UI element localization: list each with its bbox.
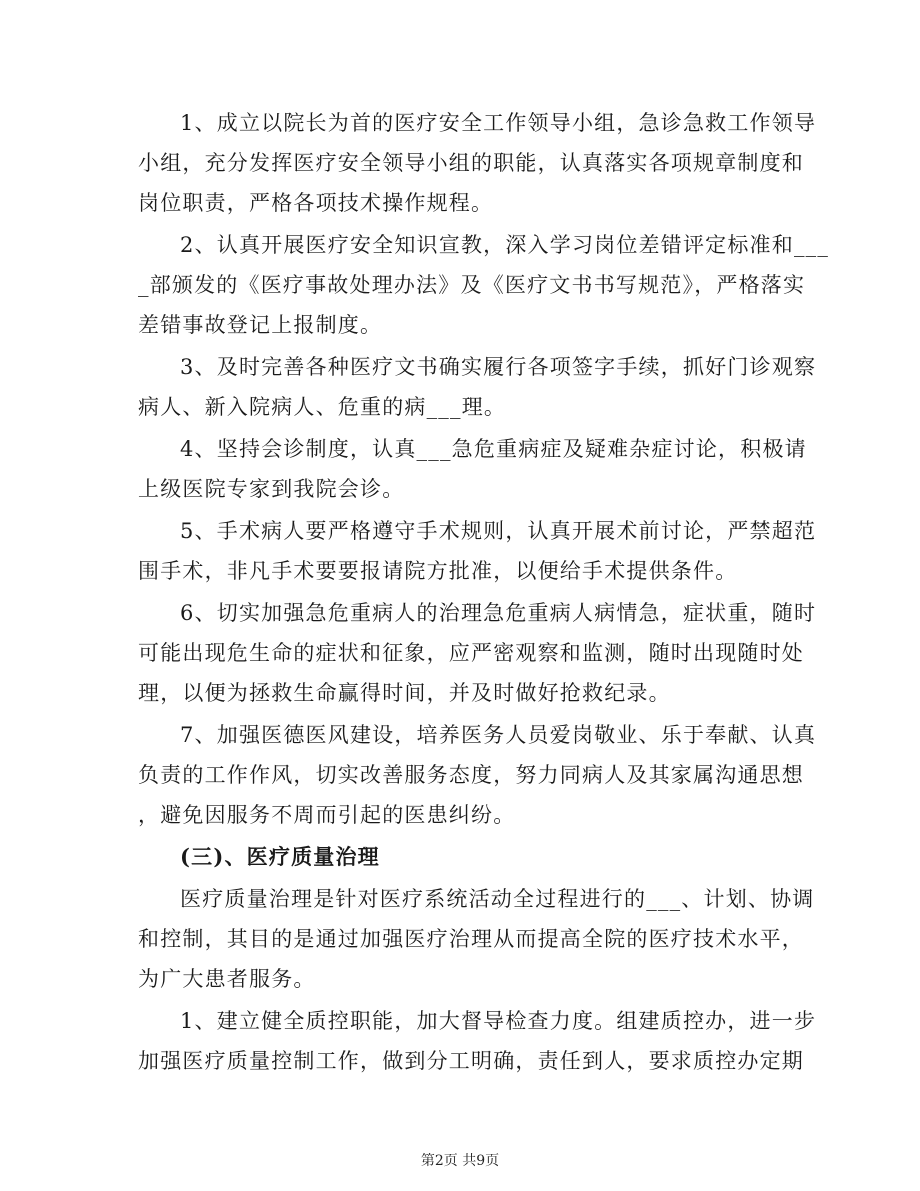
paragraph-line: 岗位职责，严格各项技术操作规程。 <box>138 191 494 215</box>
paragraph-line: _部颁发的《医疗事故处理办法》及《医疗文书书写规范》，严格落实 <box>138 273 806 297</box>
paragraph-line: 7、加强医德医风建设，培养医务人员爱岗敬业、乐于奉献、认真 <box>180 723 817 747</box>
paragraph-line: 和控制，其目的是通过加强医疗治理从而提高全院的医疗技术水平， <box>138 927 804 951</box>
paragraph-line: 1、建立健全质控职能，加大督导检查力度。组建质控办，进一步 <box>180 1009 817 1033</box>
paragraph-line: ，避免因服务不周而引起的医患纠纷。 <box>138 803 516 827</box>
paragraph-line: 上级医院专家到我院会诊。 <box>138 477 405 501</box>
section-heading: (三)、医疗质量治理 <box>180 844 380 869</box>
paragraph-line: 为广大患者服务。 <box>138 967 316 991</box>
paragraph-line: 5、手术病人要严格遵守手术规则，认真开展术前讨论，严禁超范 <box>180 519 817 543</box>
paragraph-line: 可能出现危生命的症状和征象，应严密观察和监测，随时出现随时处 <box>138 641 804 665</box>
paragraph-line: 6、切实加强急危重病人的治理急危重病人病情急，症状重，随时 <box>180 601 817 625</box>
paragraph-line: 4、坚持会诊制度，认真___急危重病症及疑难杂症讨论，积极请 <box>180 437 807 461</box>
paragraph-line: 病人、新入院病人、危重的病___理。 <box>138 395 507 419</box>
paragraph-line: 3、及时完善各种医疗文书确实履行各项签字手续，抓好门诊观察 <box>180 355 817 379</box>
page-number-footer: 第2页 共9页 <box>420 1153 500 1169</box>
paragraph-line: 小组，充分发挥医疗安全领导小组的职能，认真落实各项规章制度和 <box>138 151 804 175</box>
paragraph-line: 围手术，非凡手术要要报请院方批准，以便给手术提供条件。 <box>138 559 738 583</box>
paragraph-line: 1、成立以院长为首的医疗安全工作领导小组，急诊急救工作领导 <box>180 111 817 135</box>
paragraph-line: 2、认真开展医疗安全知识宣教，深入学习岗位差错评定标准和___ <box>180 233 830 257</box>
paragraph-line: 医疗质量治理是针对医疗系统活动全过程进行的___、计划、协调 <box>180 887 815 911</box>
paragraph-line: 理，以便为拯救生命赢得时间，并及时做好抢救纪录。 <box>138 681 671 705</box>
paragraph-line: 负责的工作作风，切实改善服务态度，努力同病人及其家属沟通思想 <box>138 763 804 787</box>
paragraph-line: 差错事故登记上报制度。 <box>138 313 383 337</box>
paragraph-line: 加强医疗质量控制工作，做到分工明确，责任到人，要求质控办定期 <box>138 1049 804 1073</box>
